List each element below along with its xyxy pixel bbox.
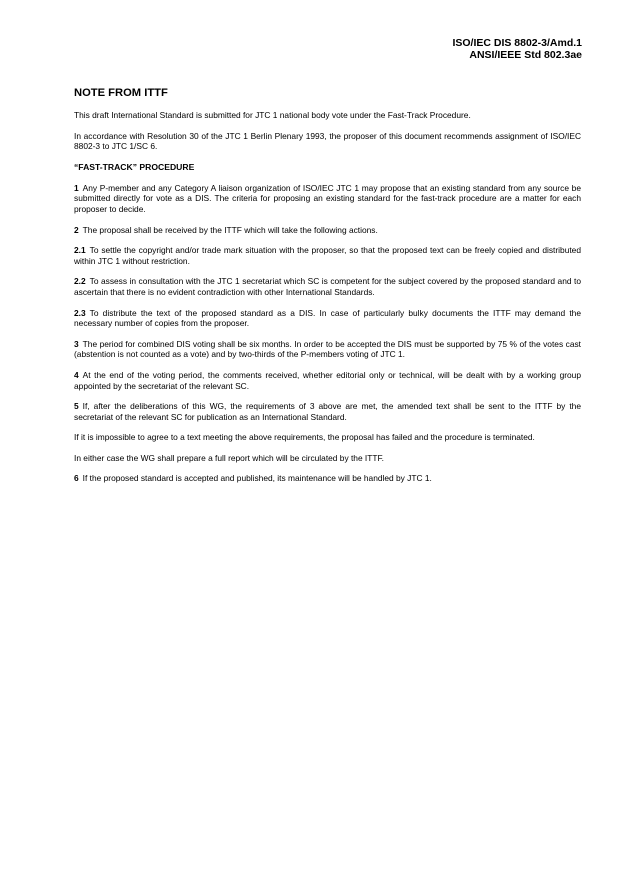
clause-paragraph bbox=[74, 401, 581, 422]
clause-number: 2.1 bbox=[74, 245, 86, 256]
clause-number: 1 bbox=[74, 182, 79, 193]
clause-text: If, after the deliberations of this WG, the requirements of 3 above are met, the amended text shall be sent to the ITTF by the secretariat of the relevant SC for publication as an International Standard. bbox=[74, 401, 581, 422]
clause-text: The proposal shall be received by the ITTF which will take the following actions. bbox=[82, 224, 378, 235]
body-paragraph: In either case the WG shall prepare a full report which will be circulated by the ITTF. bbox=[74, 452, 385, 463]
clause-paragraph bbox=[74, 245, 581, 266]
clause-paragraph bbox=[74, 308, 581, 329]
clause-number: 3 bbox=[74, 338, 79, 349]
clause-number: 2 bbox=[74, 224, 79, 235]
document-body bbox=[74, 86, 581, 494]
document-header bbox=[452, 37, 582, 61]
standard-designation-secondary: ANSI/IEEE Std 802.3ae bbox=[469, 49, 582, 61]
clause-text: To assess in consultation with the JTC 1 secretariat which SC is competent for the subject covered by the proposed standard and to ascertain that there is no evident contradiction with other International Standards. bbox=[74, 276, 581, 297]
clause-text: Any P-member and any Category A liaison organization of ISO/IEC JTC 1 may propose that an existing standard from any source be submitted directly for vote as a DIS. The criteria for proposing an existing standard for the fast-track procedure are a matter for each proposer to decide. bbox=[74, 182, 581, 214]
clause-paragraph bbox=[74, 370, 581, 391]
clause-paragraph bbox=[74, 276, 581, 297]
intro-paragraph: In accordance with Resolution 30 of the JTC 1 Berlin Plenary 1993, the proposer of this document recommends assignment of ISO/IEC 8802-3 to JTC 1/SC 6. bbox=[74, 130, 581, 152]
page-title: NOTE FROM ITTF bbox=[74, 87, 168, 99]
standard-designation: ISO/IEC DIS 8802-3/Amd.1 bbox=[452, 37, 582, 49]
clause-number: 6 bbox=[74, 473, 79, 484]
clause-number: 5 bbox=[74, 401, 79, 412]
body-paragraph: If it is impossible to agree to a text meeting the above requirements, the proposal has failed and the procedure is terminated. bbox=[74, 432, 535, 443]
clause-number: 2.2 bbox=[74, 276, 86, 287]
clause-paragraph bbox=[74, 339, 581, 360]
section-heading: “FAST-TRACK” PROCEDURE bbox=[74, 161, 195, 172]
clause-number: 4 bbox=[74, 369, 79, 380]
clause-text: If the proposed standard is accepted and published, its maintenance will be handled by JTC 1. bbox=[82, 473, 432, 484]
clause-text: The period for combined DIS voting shall be six months. In order to be accepted the DIS must be supported by 75 % of the votes cast (abstention is not counted as a vote) and by two-thirds of the P-members voting of JTC 1. bbox=[74, 338, 581, 360]
intro-paragraph: This draft International Standard is submitted for JTC 1 national body vote under the Fast-Track Procedure. bbox=[74, 110, 471, 120]
clause-text: At the end of the voting period, the comments received, whether editorial only or technical, will be dealt with by a working group appointed by the secretariat of the relevant SC. bbox=[74, 369, 581, 391]
clause-number: 2.3 bbox=[74, 307, 86, 318]
clause-paragraph bbox=[74, 225, 581, 236]
clause-text: To distribute the text of the proposed standard as a DIS. In case of particularly bulky documents the ITTF may demand the necessary number of copies from the proposer. bbox=[74, 307, 581, 329]
clause-paragraph bbox=[74, 183, 581, 215]
clause-text: To settle the copyright and/or trade mark situation with the proposer, so that the proposed text can be freely copied and distributed within JTC 1 without restriction. bbox=[74, 245, 581, 266]
clause-paragraph bbox=[74, 473, 581, 484]
